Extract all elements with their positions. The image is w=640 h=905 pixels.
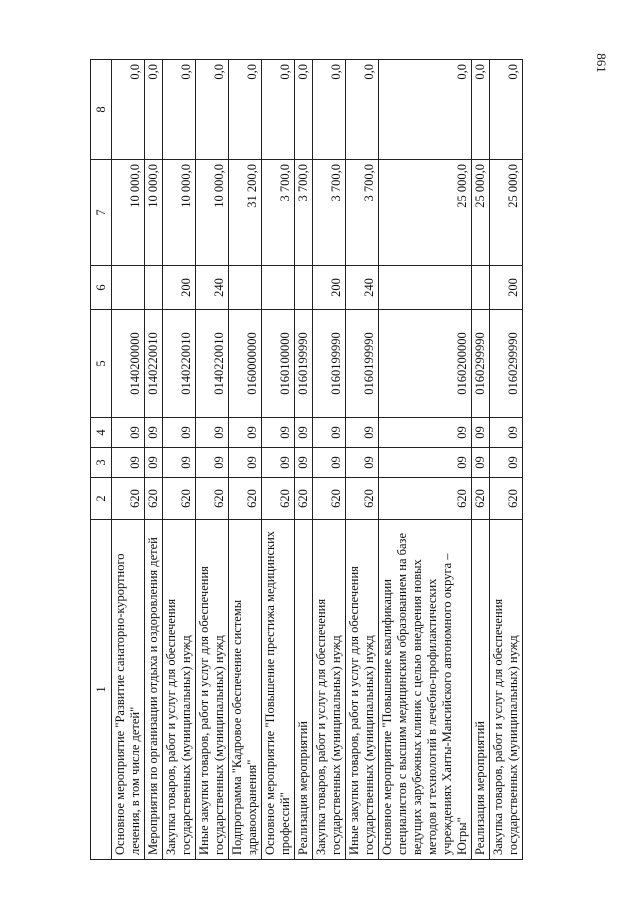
table-row (346, 60, 379, 860)
code-cell: 620 (490, 478, 523, 520)
target-article-cell: 0160000000 (229, 310, 262, 418)
subsection-cell: 09 (295, 418, 313, 448)
row-name-cell: Мероприятия по организации отдыха и оздоровления детей (145, 520, 163, 860)
expense-type-cell: 200 (490, 266, 523, 310)
budget-table (90, 59, 523, 860)
column-header: 7 (91, 160, 112, 266)
expense-type-cell: 240 (346, 266, 379, 310)
code-cell: 620 (145, 478, 163, 520)
row-name-cell: Основное мероприятие "Развитие санаторно-курортного лечения, в том числе детей" (112, 520, 145, 860)
code-cell: 620 (229, 478, 262, 520)
amount-cell: 0,0 (295, 60, 313, 160)
section-cell: 09 (295, 448, 313, 478)
code-cell: 620 (262, 478, 295, 520)
table-row (145, 60, 163, 860)
expense-type-cell: 200 (313, 266, 346, 310)
amount-cell: 0,0 (472, 60, 490, 160)
target-article-cell: 0140220010 (196, 310, 229, 418)
table-header-row (91, 60, 112, 860)
target-article-cell: 0160299990 (490, 310, 523, 418)
target-article-cell: 0160299990 (472, 310, 490, 418)
subsection-cell: 09 (490, 418, 523, 448)
amount-cell: 10 000,0 (163, 160, 196, 266)
column-header: 1 (91, 520, 112, 860)
expense-type-cell (379, 266, 472, 310)
section-cell: 09 (490, 448, 523, 478)
target-article-cell: 0140200000 (112, 310, 145, 418)
subsection-cell: 09 (145, 418, 163, 448)
section-cell: 09 (313, 448, 346, 478)
subsection-cell: 09 (196, 418, 229, 448)
amount-cell: 0,0 (112, 60, 145, 160)
amount-cell: 0,0 (379, 60, 472, 160)
section-cell: 09 (112, 448, 145, 478)
column-header: 3 (91, 448, 112, 478)
table-row (262, 60, 295, 860)
code-cell: 620 (295, 478, 313, 520)
row-name-cell: Основное мероприятие "Повышение престижа медицинских профессий" (262, 520, 295, 860)
target-article-cell: 0140220010 (145, 310, 163, 418)
section-cell: 09 (379, 448, 472, 478)
column-header: 5 (91, 310, 112, 418)
expense-type-cell: 200 (163, 266, 196, 310)
amount-cell: 25 000,0 (490, 160, 523, 266)
amount-cell: 0,0 (163, 60, 196, 160)
table-row (295, 60, 313, 860)
amount-cell: 3 700,0 (262, 160, 295, 266)
section-cell: 09 (196, 448, 229, 478)
amount-cell: 0,0 (196, 60, 229, 160)
target-article-cell: 0160199990 (346, 310, 379, 418)
section-cell: 09 (145, 448, 163, 478)
column-header: 4 (91, 418, 112, 448)
row-name-cell: Закупка товаров, работ и услуг для обеспечения государственных (муниципальных) нужд (313, 520, 346, 860)
amount-cell: 3 700,0 (313, 160, 346, 266)
amount-cell: 0,0 (262, 60, 295, 160)
row-name-cell: Реализация мероприятий (472, 520, 490, 860)
code-cell: 620 (346, 478, 379, 520)
table-row (313, 60, 346, 860)
target-article-cell: 0160200000 (379, 310, 472, 418)
expense-type-cell (472, 266, 490, 310)
subsection-cell: 09 (313, 418, 346, 448)
section-cell: 09 (262, 448, 295, 478)
row-name-cell: Основное мероприятие "Повышение квалификации специалистов с высшим медицинским образованием на базе ведущих зарубежных клиник с целью внедрения новых методов и технологий в лечебно-профилактических учреждениях Ханты-Мансийского автономного округа – Югры" (379, 520, 472, 860)
amount-cell: 25 000,0 (472, 160, 490, 266)
subsection-cell: 09 (379, 418, 472, 448)
row-name-cell: Закупка товаров, работ и услуг для обеспечения государственных (муниципальных) нужд (163, 520, 196, 860)
expense-type-cell (262, 266, 295, 310)
amount-cell: 3 700,0 (346, 160, 379, 266)
table-row (472, 60, 490, 860)
page-number: 861 (593, 53, 609, 73)
amount-cell: 0,0 (490, 60, 523, 160)
amount-cell: 0,0 (313, 60, 346, 160)
amount-cell: 0,0 (145, 60, 163, 160)
amount-cell: 0,0 (346, 60, 379, 160)
code-cell: 620 (472, 478, 490, 520)
amount-cell: 10 000,0 (145, 160, 163, 266)
amount-cell: 3 700,0 (295, 160, 313, 266)
code-cell: 620 (313, 478, 346, 520)
expense-type-cell: 240 (196, 266, 229, 310)
row-name-cell: Подпрограмма "Кадровое обеспечение системы здравоохранения" (229, 520, 262, 860)
subsection-cell: 09 (112, 418, 145, 448)
target-article-cell: 0140220010 (163, 310, 196, 418)
section-cell: 09 (229, 448, 262, 478)
target-article-cell: 0160199990 (313, 310, 346, 418)
section-cell: 09 (472, 448, 490, 478)
target-article-cell: 0160199990 (295, 310, 313, 418)
amount-cell: 10 000,0 (112, 160, 145, 266)
amount-cell: 25 000,0 (379, 160, 472, 266)
table-row (379, 60, 472, 860)
subsection-cell: 09 (346, 418, 379, 448)
expense-type-cell (112, 266, 145, 310)
table-row (163, 60, 196, 860)
column-header: 8 (91, 60, 112, 160)
table-row (196, 60, 229, 860)
section-cell: 09 (163, 448, 196, 478)
row-name-cell: Иные закупки товаров, работ и услуг для обеспечения государственных (муниципальных) нужд (346, 520, 379, 860)
code-cell: 620 (196, 478, 229, 520)
subsection-cell: 09 (262, 418, 295, 448)
expense-type-cell (145, 266, 163, 310)
expense-type-cell (229, 266, 262, 310)
code-cell: 620 (379, 478, 472, 520)
amount-cell: 0,0 (229, 60, 262, 160)
column-header: 6 (91, 266, 112, 310)
row-name-cell: Закупка товаров, работ и услуг для обеспечения государственных (муниципальных) нужд (490, 520, 523, 860)
column-header: 2 (91, 478, 112, 520)
section-cell: 09 (346, 448, 379, 478)
table-row (490, 60, 523, 860)
row-name-cell: Иные закупки товаров, работ и услуг для обеспечения государственных (муниципальных) нужд (196, 520, 229, 860)
table-row (112, 60, 145, 860)
code-cell: 620 (163, 478, 196, 520)
table-row (229, 60, 262, 860)
subsection-cell: 09 (229, 418, 262, 448)
row-name-cell: Реализация мероприятий (295, 520, 313, 860)
expense-type-cell (295, 266, 313, 310)
subsection-cell: 09 (163, 418, 196, 448)
rotated-table-wrapper (90, 60, 590, 860)
table-body (112, 60, 523, 860)
subsection-cell: 09 (472, 418, 490, 448)
amount-cell: 10 000,0 (196, 160, 229, 266)
amount-cell: 31 200,0 (229, 160, 262, 266)
code-cell: 620 (112, 478, 145, 520)
target-article-cell: 0160100000 (262, 310, 295, 418)
